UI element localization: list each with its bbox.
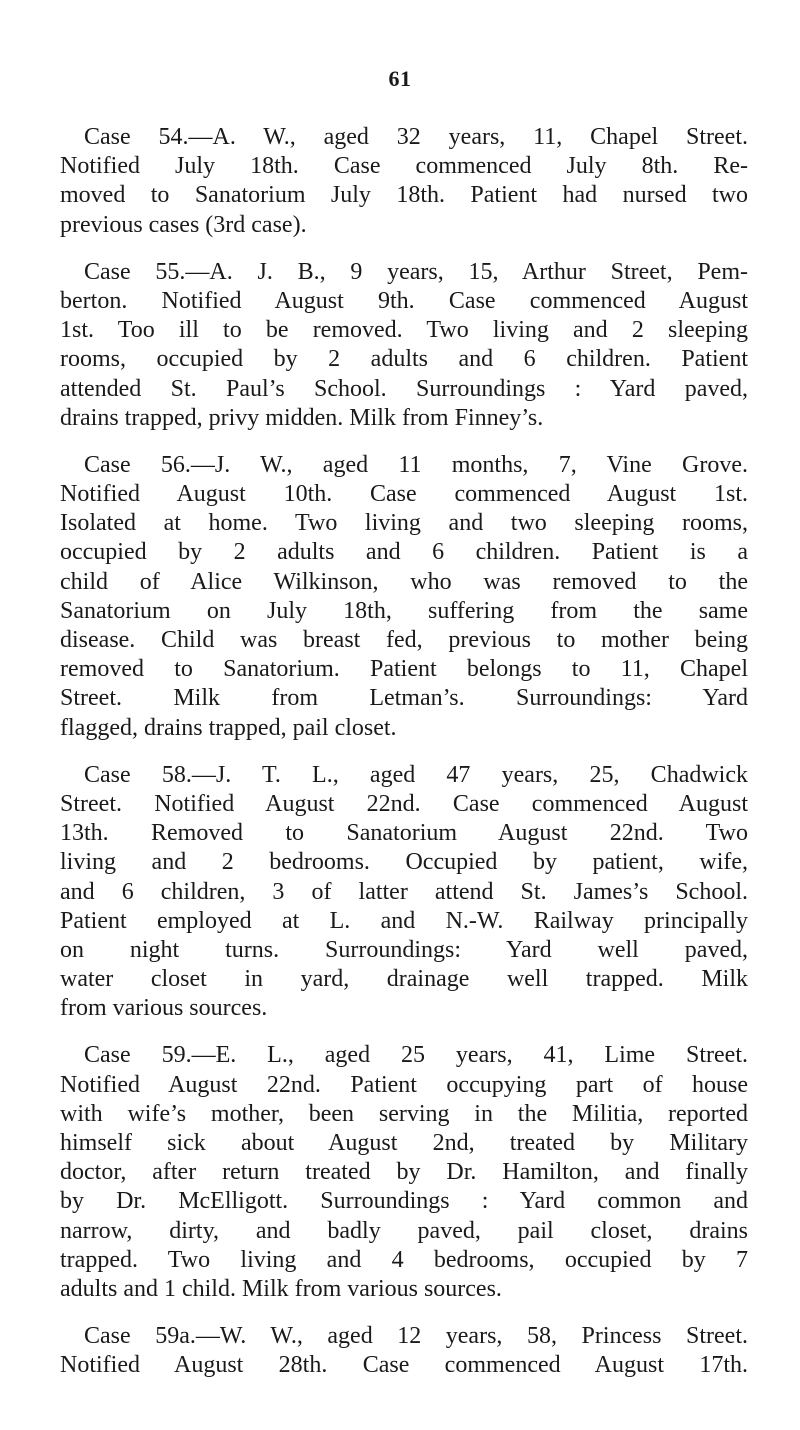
text-line: narrow, dirty, and badly paved, pail closet, drains — [60, 1217, 748, 1244]
text-line: rooms, occupied by 2 adults and 6 children. Patient — [60, 346, 748, 373]
case-notes-body — [60, 123, 748, 1381]
text-line: Case 55.—A. J. B., 9 years, 15, Arthur Street, Pem- — [84, 258, 748, 285]
text-line: doctor, after return treated by Dr. Hamilton, and finally — [60, 1159, 748, 1186]
text-line: flagged, drains trapped, pail closet. — [60, 714, 397, 741]
text-line: himself sick about August 2nd, treated by Military — [60, 1130, 748, 1156]
text-line: Case 54.—A. W., aged 32 years, 11, Chapel Street. — [84, 124, 748, 150]
text-line: disease. Child was breast fed, previous to mother being — [60, 627, 748, 653]
text-line: drains trapped, privy midden. Milk from Finney’s. — [60, 404, 544, 431]
text-line: Street. Milk from Letman’s. Surroundings: Yard — [60, 685, 748, 712]
case-55-paragraph — [60, 258, 748, 433]
text-line: Isolated at home. Two living and two sleeping rooms, — [60, 510, 748, 537]
text-line: on night turns. Surroundings: Yard well paved, — [60, 936, 748, 963]
text-line: Notified August 10th. Case commenced August 1st. — [60, 481, 748, 508]
case-59a-paragraph — [60, 1322, 748, 1380]
text-line: Case 59a.—W. W., aged 12 years, 58, Princess Street. — [84, 1323, 748, 1350]
text-line: removed to Sanatorium. Patient belongs to 11, Chapel — [60, 656, 748, 683]
text-line: Notified August 22nd. Patient occupying part of house — [60, 1071, 748, 1098]
text-line: and 6 children, 3 of latter attend St. James’s School. — [60, 878, 748, 905]
text-line: Street. Notified August 22nd. Case commenced August — [60, 790, 748, 817]
text-line: attended St. Paul’s School. Surroundings : Yard paved, — [60, 375, 748, 402]
text-line: previous cases (3rd case). — [60, 211, 307, 238]
case-56-paragraph — [60, 451, 748, 743]
text-line: 1st. Too ill to be removed. Two living and 2 sleeping — [60, 317, 748, 344]
text-line: from various sources. — [60, 995, 268, 1022]
case-59-paragraph — [60, 1041, 748, 1304]
text-line: by Dr. McElligott. Surroundings : Yard common and — [60, 1188, 748, 1215]
text-line: berton. Notified August 9th. Case commenced August — [60, 287, 748, 314]
text-line: occupied by 2 adults and 6 children. Patient is a — [60, 539, 748, 566]
text-line: child of Alice Wilkinson, who was removed to the — [60, 568, 748, 595]
text-line: Notified July 18th. Case commenced July 8th. Re- — [60, 153, 748, 180]
text-line: trapped. Two living and 4 bedrooms, occupied by 7 — [60, 1246, 748, 1273]
text-line: adults and 1 child. Milk from various sources. — [60, 1275, 502, 1302]
text-line: Patient employed at L. and N.-W. Railway principally — [60, 907, 748, 934]
text-line: water closet in yard, drainage well trapped. Milk — [60, 966, 748, 993]
text-line: Case 56.—J. W., aged 11 months, 7, Vine Grove. — [84, 451, 748, 478]
case-54-paragraph — [60, 123, 748, 240]
text-line: moved to Sanatorium July 18th. Patient had nursed two — [60, 182, 748, 209]
case-58-paragraph — [60, 761, 748, 1024]
text-line: 13th. Removed to Sanatorium August 22nd. Two — [60, 820, 748, 847]
text-line: Case 58.—J. T. L., aged 47 years, 25, Chadwick — [84, 761, 748, 788]
text-line: Sanatorium on July 18th, suffering from the same — [60, 597, 748, 624]
page-number: 61 — [388, 66, 412, 91]
text-line: Notified August 28th. Case commenced August 17th. — [60, 1352, 748, 1379]
text-line: Case 59.—E. L., aged 25 years, 41, Lime Street. — [84, 1042, 748, 1069]
text-line: with wife’s mother, been serving in the Militia, reported — [60, 1100, 748, 1127]
text-line: living and 2 bedrooms. Occupied by patient, wife, — [60, 849, 748, 876]
